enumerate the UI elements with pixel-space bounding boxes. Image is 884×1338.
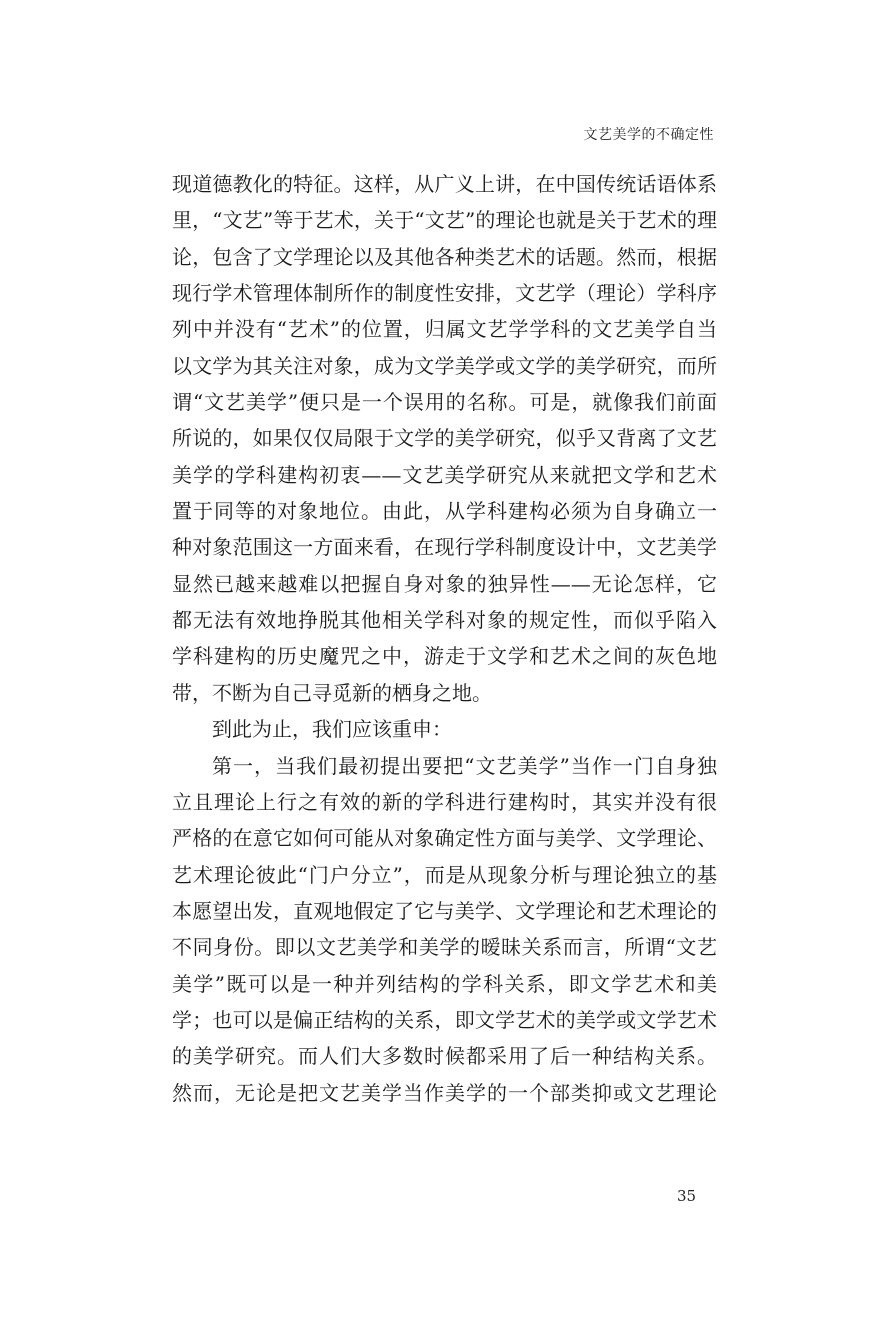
text-line: 严格的在意它如何可能从对象确定性方面与美学、文学理论、 — [172, 826, 717, 851]
body-text — [172, 166, 717, 1111]
text-line: 置于同等的对象地位。由此，从学科建构必须为自身确立一 — [172, 499, 717, 524]
text-line: 现道德教化的特征。这样，从广义上讲，在中国传统话语体系 — [172, 172, 717, 196]
text-line: 以文学为其关注对象，成为文学美学或文学的美学研究，而所 — [172, 353, 717, 378]
paragraph-line: 到此为止，我们应该重申： — [212, 717, 452, 742]
text-line: 本愿望出发，直观地假定了它与美学、文学理论和艺术理论的 — [172, 898, 717, 923]
text-line: 都无法有效地挣脱其他相关学科对象的规定性，而似乎陷入 — [172, 608, 717, 633]
text-line: 现行学术管理体制所作的制度性安排，文艺学（理论）学科序 — [172, 281, 717, 306]
text-line: 谓“文艺美学”便只是一个误用的名称。可是，就像我们前面 — [172, 390, 717, 415]
text-line: 种对象范围这一方面来看，在现行学科制度设计中，文艺美学 — [172, 535, 717, 560]
text-line: 显然已越来越难以把握自身对象的独异性——无论怎样，它 — [172, 571, 717, 596]
text-line: 然而，无论是把文艺美学当作美学的一个部类抑或文艺理论 — [172, 1080, 717, 1105]
text-line: 立且理论上行之有效的新的学科进行建构时，其实并没有很 — [172, 789, 717, 814]
text-line: 列中并没有“艺术”的位置，归属文艺学学科的文艺美学自当 — [172, 317, 717, 342]
text-line: 不同身份。即以文艺美学和美学的暧昧关系而言，所谓“文艺 — [172, 935, 717, 960]
text-line: 美学的学科建构初衷——文艺美学研究从来就把文学和艺术 — [172, 462, 717, 487]
text-line: 美学”既可以是一种并列结构的学科关系，即文学艺术和美 — [172, 971, 717, 996]
page-number: 35 — [677, 1187, 697, 1205]
running-head: 文艺美学的不确定性 — [583, 127, 714, 143]
text-line: 论，包含了文学理论以及其他各种类艺术的话题。然而，根据 — [172, 244, 717, 269]
text-line: 所说的，如果仅仅局限于文学的美学研究，似乎又背离了文艺 — [172, 426, 717, 451]
text-line: 学；也可以是偏正结构的关系，即文学艺术的美学或文学艺术 — [172, 1007, 717, 1032]
text-line: 艺术理论彼此“门户分立”，而是从现象分析与理论独立的基 — [172, 862, 717, 887]
text-line: 的美学研究。而人们大多数时候都采用了后一种结构关系。 — [172, 1044, 717, 1069]
text-line: 里，“文艺”等于艺术，关于“文艺”的理论也就是关于艺术的理 — [172, 208, 717, 233]
paragraph-end-line: 带，不断为自己寻觅新的栖身之地。 — [172, 680, 492, 705]
paragraph-first-line: 第一，当我们最初提出要把“文艺美学”当作一门自身独 — [212, 753, 717, 778]
text-line: 学科建构的历史魔咒之中，游走于文学和艺术之间的灰色地 — [172, 644, 717, 669]
